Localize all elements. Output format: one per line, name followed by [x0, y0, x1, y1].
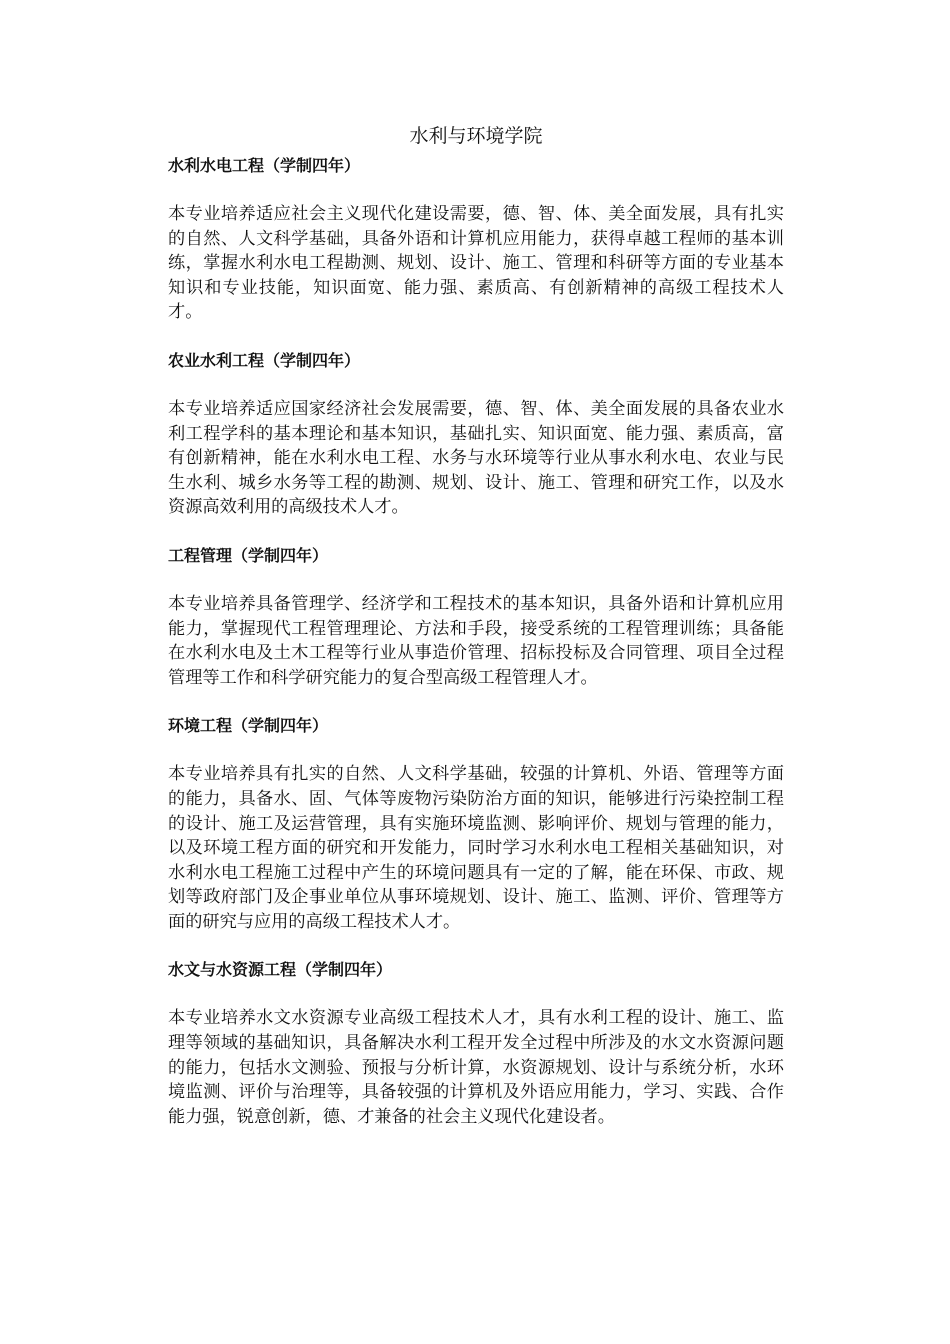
section-engineering-management	[168, 544, 784, 690]
section-agricultural-water	[168, 349, 784, 520]
section-body: 本专业培养具备管理学、经济学和工程技术的基本知识，具备外语和计算机应用能力，掌握现代工程管理理论、方法和手段，接受系统的工程管理训练；具备能在水利水电及土木工程等行业从事造价管理、招标投标及合同管理、项目全过程管理等工作和科学研究能力的复合型高级工程管理人才。	[168, 593, 784, 688]
section-body: 本专业培养具有扎实的自然、人文科学基础，较强的计算机、外语、管理等方面的能力，具备水、固、气体等废物污染防治方面的知识，能够进行污染控制工程的设计、施工及运营管理，具有实施环境监测、影响评价、规划与管理的能力，以及环境工程方面的研究和开发能力，同时学习水利水电工程相关基础知识，对水利水电工程施工过程中产生的环境问题具有一定的了解，能在环保、市政、规划等政府部门及企事业单位从事环境规划、设计、施工、监测、评价、管理等方面的研究与应用的高级工程技术人才。	[168, 764, 784, 932]
section-hydrology-water-resources	[168, 958, 784, 1129]
section-heading: 农业水利工程（学制四年）	[168, 350, 361, 370]
section-heading: 水文与水资源工程（学制四年）	[168, 960, 393, 980]
page-title: 水利与环境学院	[409, 125, 543, 147]
document-page	[168, 118, 784, 1153]
section-heading: 水利水电工程（学制四年）	[168, 156, 361, 175]
section-heading: 环境工程（学制四年）	[168, 716, 329, 736]
section-heading: 工程管理（学制四年）	[168, 545, 329, 565]
section-environmental-engineering	[168, 714, 784, 934]
section-hydraulic-hydropower	[168, 154, 784, 325]
section-body: 本专业培养水文水资源专业高级工程技术人才，具有水利工程的设计、施工、监理等领域的基础知识，具备解决水利工程开发全过程中所涉及的水文水资源问题的能力，包括水文测验、预报与分析计算，水资源规划、设计与系统分析，水环境监测、评价与治理等，具备较强的计算机及外语应用能力，学习、实践、合作能力强，锐意创新，德、才兼备的社会主义现代化建设者。	[168, 1008, 784, 1127]
section-body: 本专业培养适应社会主义现代化建设需要，德、智、体、美全面发展，具有扎实的自然、人文科学基础，具备外语和计算机应用能力，获得卓越工程师的基本训练，掌握水利水电工程勘测、规划、设计、施工、管理和科研等方面的专业基本知识和专业技能，知识面宽、能力强、素质高、有创新精神的高级工程技术人才。	[168, 204, 784, 323]
section-body: 本专业培养适应国家经济社会发展需要，德、智、体、美全面发展的具备农业水利工程学科的基本理论和基本知识，基础扎实、知识面宽、能力强、素质高，富有创新精神，能在水利水电工程、水务与水环境等行业从事水利水电、农业与民生水利、城乡水务等工程的勘测、规划、设计、施工、管理和研究工作，以及水资源高效利用的高级技术人才。	[168, 398, 784, 518]
